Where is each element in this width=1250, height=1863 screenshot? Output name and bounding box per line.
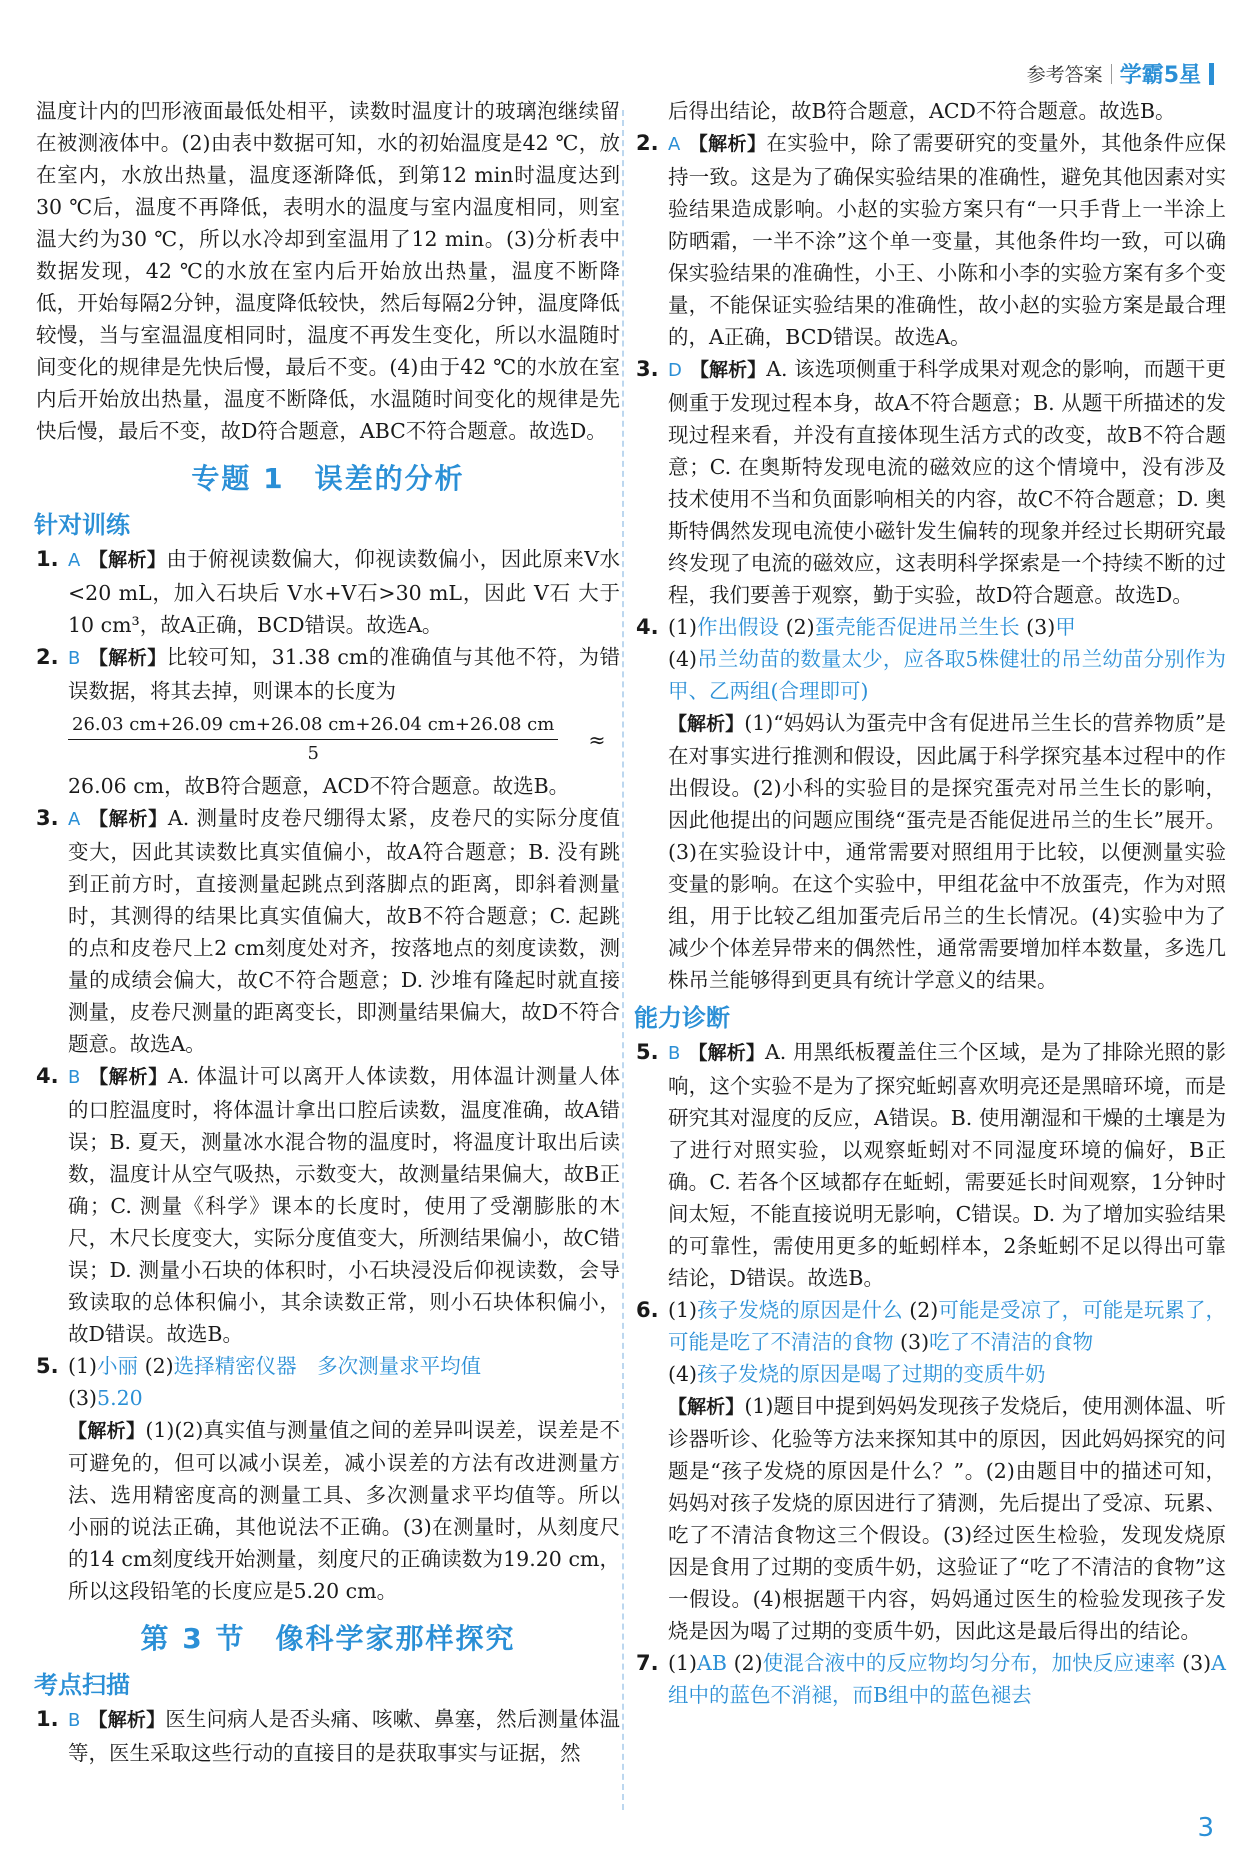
analysis-tag: 【解析】 xyxy=(88,549,167,571)
sub-answer: 吃了不清洁的食物 xyxy=(929,1330,1094,1354)
answer-letter: A xyxy=(68,809,81,830)
question-number: 3. xyxy=(36,806,59,830)
formula-numerator: 26.03 cm+26.09 cm+26.08 cm+26.04 cm+26.08 cm xyxy=(68,711,558,740)
answer-letter: D xyxy=(668,360,682,381)
continued-text: 后得出结论，故B符合题意，ACD不符合题意。故选B。 xyxy=(668,99,1176,123)
analysis-tag: 【解析】 xyxy=(88,808,168,830)
analysis-text: A. 该选项侧重于科学成果对观念的影响，而题干更侧重于发现过程本身，故A不符合题意；B. 从题干所描述的发现过程来看，并没有直接体现生活方式的改变，故B不符合题意；C. 在奥斯特发现电流的磁效应的这个情境中，没有涉及技术使用不当和负面影响相关的内容，故C不符合题意；D. 奥斯特偶然发现电流使小磁针发生偏转的现象并经过长期研究最终发现了电流的磁效应，这表明科学探索是一个持续不断的过程，我们要善于观察，勤于实验，故D符合题意。故选D。 xyxy=(668,357,1226,607)
average-formula xyxy=(68,711,620,768)
section-title-errors: 专题 1 误差的分析 xyxy=(191,462,465,495)
analysis-tag: 【解析】 xyxy=(688,133,767,155)
analysis-tag: 【解析】 xyxy=(88,1066,168,1088)
column-divider xyxy=(622,110,624,1810)
sub-answer: 5.20 xyxy=(97,1386,143,1410)
subhead-diagnosis: 能力诊断 xyxy=(634,1004,730,1032)
header-separator xyxy=(1111,64,1112,84)
analysis-text: A. 体温计可以离开人体读数，用体温计测量人体的口腔温度时，将体温计拿出口腔后读数，温度准确，故A错误；B. 夏天，测量冰水混合物的温度时，将温度计取出后读数，温度计从空气吸热，示数变大，故测量结果偏大，故B正确；C. 测量《科学》课本的长度时，使用了受潮膨胀的木尺，木尺长度变大，实际分度值变大，所测结果偏小，故C错误；D. 测量小石块的体积时，小石块浸没后仰视读数，会导致读取的总体积偏小，其余读数正常，则小石块体积偏小，故D错误。故选B。 xyxy=(68,1064,620,1346)
question-number: 4. xyxy=(36,1064,59,1088)
approx-sign: ≈ xyxy=(588,727,606,752)
question-number: 5. xyxy=(36,1354,59,1378)
sub-answer-index: (2) xyxy=(733,1651,763,1675)
question-item xyxy=(636,1647,1226,1711)
question-item xyxy=(636,127,1226,353)
question-number: 2. xyxy=(36,645,59,669)
analysis-text: 比较可知，31.38 cm的准确值与其他不符，为错误数据，将其去掉，则课本的长度为 xyxy=(68,645,620,703)
sub-answer-index: (1) xyxy=(668,1651,698,1675)
header-label: 参考答案 xyxy=(1026,64,1103,86)
formula-denominator: 5 xyxy=(307,743,319,764)
left-column xyxy=(36,95,620,1769)
sub-answer-index: (3) xyxy=(68,1386,98,1410)
sub-answer: 甲 xyxy=(1055,615,1076,639)
question-item xyxy=(636,611,1226,996)
analysis-text: 医生问病人是否头痛、咳嗽、鼻塞，然后测量体温等，医生采取这些行动的直接目的是获取事实与证据，然 xyxy=(68,1707,620,1765)
question-number: 1. xyxy=(36,1707,59,1731)
sub-answer-index: (1) xyxy=(668,615,698,639)
answer-letter: B xyxy=(668,1043,681,1064)
sub-answer-index: (2) xyxy=(909,1298,939,1322)
right-column xyxy=(636,95,1226,1711)
answer-letter: B xyxy=(68,1710,81,1731)
sub-answer: 小丽 xyxy=(97,1354,139,1378)
question-item xyxy=(36,641,620,770)
subhead-scan: 考点扫描 xyxy=(34,1671,130,1699)
analysis-text: A. 测量时皮卷尺绷得太紧，皮卷尺的实际分度值变大，因此其读数比真实值偏小，故A符合题意；B. 没有跳到正前方时，直接测量起跳点到落脚点的距离，即斜着测量时，其测得的结果比真实值偏大，故B不符合题意；C. 起跳的点和皮卷尺上2 cm刻度处对齐，按落地点的刻度读数，测量的成绩会偏大，故C不符合题意；D. 沙堆有隆起时就直接测量，皮卷尺测量的距离变长，即测量结果偏大，故D不符合题意。故选A。 xyxy=(68,806,620,1056)
question-number: 2. xyxy=(636,131,659,155)
sub-answer-index: (2) xyxy=(785,615,815,639)
question-number: 5. xyxy=(636,1040,659,1064)
question-item xyxy=(36,1060,620,1350)
question-item xyxy=(36,1703,620,1769)
sub-answer: 选择精密仪器 多次测量求平均值 xyxy=(173,1354,482,1378)
subhead-training: 针对训练 xyxy=(34,511,130,539)
question-number: 6. xyxy=(636,1298,659,1322)
analysis-text: (1)题目中提到妈妈发现孩子发烧后，使用测体温、听诊器听诊、化验等方法来探知其中的原因，因此妈妈探究的问题是“孩子发烧的原因是什么？”。(2)由题目中的描述可知，妈妈对孩子发烧的原因进行了猜测，先后提出了受凉、玩累、吃了不清洁食物这三个假设。(3)经过医生检验，发现发烧原因是食用了过期的变质牛奶，这验证了“吃了不清洁的食物”这一假设。(4)根据题干内容，妈妈通过医生的检验发现孩子发烧是因为喝了过期的变质牛奶，因此这是最后得出的结论。 xyxy=(668,1394,1226,1643)
sub-answer-index: (3) xyxy=(900,1330,930,1354)
sub-answer: 使混合液中的反应物均匀分布，加快反应速率 xyxy=(762,1651,1176,1675)
brand-logo: 学霸5星 xyxy=(1119,63,1201,88)
question-item xyxy=(636,353,1226,611)
page-number: 3 xyxy=(1197,1813,1214,1843)
answer-letter: B xyxy=(68,1067,81,1088)
sub-answer: A组中的蓝色不消褪，而B组中的蓝色褪去 xyxy=(668,1651,1226,1707)
question-item xyxy=(636,1294,1226,1647)
analysis-tag: 【解析】 xyxy=(668,1396,745,1418)
sub-answer-index: (4) xyxy=(668,1362,698,1386)
sub-answer: 可能是受凉了，可能是玩累了，可能是吃了不清洁的食物 xyxy=(668,1298,1227,1354)
sub-answer-index: (1) xyxy=(68,1354,98,1378)
analysis-tag: 【解析】 xyxy=(688,1042,765,1064)
section-title-inquiry: 第 3 节 像科学家那样探究 xyxy=(140,1622,516,1655)
answer-letter: B xyxy=(68,648,81,669)
answer-letter: A xyxy=(668,134,681,155)
question-item xyxy=(36,1350,620,1607)
question-number: 1. xyxy=(36,547,59,571)
question-item xyxy=(36,802,620,1060)
sub-answer-index: (3) xyxy=(1026,615,1056,639)
sub-answer: 孩子发烧的原因是喝了过期的变质牛奶 xyxy=(697,1362,1046,1386)
sub-answer: 作出假设 xyxy=(697,615,780,639)
analysis-tag: 【解析】 xyxy=(68,1420,146,1442)
sub-answer: 孩子发烧的原因是什么 xyxy=(697,1298,903,1322)
sub-answer-index: (3) xyxy=(1182,1651,1212,1675)
question-item xyxy=(636,1036,1226,1294)
intro-paragraph: 温度计内的凹形液面最低处相平，读数时温度计的玻璃泡继续留在被测液体中。(2)由表中数据可知，水的初始温度是42 ℃，放在室内，水放出热量，温度逐渐降低，到第12 min时温度达到30 ℃后，温度不再降低，表明水的温度与室内温度相同，则室温大约为30 ℃，所以水冷却到室温用了12 min。(3)分析表中数据发现，42 ℃的水放在室内后开始放出热量，温度不断降低，开始每隔2分钟，温度降低较快，然后每隔2分钟，温度降低较慢，当与室温温度相同时，温度不再发生变化，所以水温随时间变化的规律是先快后慢，最后不变。(4)由于42 ℃的水放在室内后开始放出热量，温度不断降低，水温随时间变化的规律是先快后慢，最后不变，故D符合题意，ABC不符合题意。故选D。 xyxy=(36,99,620,443)
analysis-tag: 【解析】 xyxy=(689,359,767,381)
sub-answer: 吊兰幼苗的数量太少，应各取5株健壮的吊兰幼苗分别作为甲、乙两组(合理即可) xyxy=(668,647,1226,703)
analysis-tag: 【解析】 xyxy=(88,647,167,669)
sub-answer-index: (4) xyxy=(668,647,698,671)
page-header xyxy=(1027,58,1214,89)
question-item xyxy=(36,543,620,641)
flag-icon xyxy=(1209,63,1214,85)
question-number: 4. xyxy=(636,615,659,639)
analysis-text: 在实验中，除了需要研究的变量外，其他条件应保持一致。这是为了确保实验结果的准确性，避免其他因素对实验结果造成影响。小赵的实验方案只有“一只手背上一半涂上防晒霜，一半不涂”这个单一变量，其他条件均一致，可以确保实验结果的准确性，小王、小陈和小李的实验方案有多个变量，不能保证实验结果的准确性，故小赵的实验方案是最合理的，A正确，BCD错误。故选A。 xyxy=(668,131,1226,349)
analysis-tag: 【解析】 xyxy=(88,1709,166,1731)
sub-answer: 蛋壳能否促进吊兰生长 xyxy=(814,615,1020,639)
analysis-text: (1)“妈妈认为蛋壳中含有促进吊兰生长的营养物质”是在对事实进行推测和假设，因此属于科学探究基本过程中的作出假设。(2)小科的实验目的是探究蛋壳对吊兰生长的影响，因此他提出的问题应围绕“蛋壳是否能促进吊兰的生长”展开。(3)在实验设计中，通常需要对照组用于比较，以便测量实验变量的影响。在这个实验中，甲组花盆中不放蛋壳，作为对照组，用于比较乙组加蛋壳后吊兰的生长情况。(4)实验中为了减少个体差异带来的偶然性，通常需要增加样本数量，多选几株吊兰能够得到更具有统计学意义的结果。 xyxy=(668,711,1226,992)
analysis-text: 由于俯视读数偏大，仰视读数偏小，因此原来V水<20 mL，加入石块后 V水+V石>30 mL，因此 V石 大于10 cm³，故A正确，BCD错误。故选A。 xyxy=(68,547,620,637)
sub-answer-index: (1) xyxy=(668,1298,698,1322)
question-number: 3. xyxy=(636,357,659,381)
answer-letter: A xyxy=(68,550,81,571)
analysis-text-continued: 26.06 cm，故B符合题意，ACD不符合题意。故选B。 xyxy=(68,774,570,798)
question-number: 7. xyxy=(636,1651,659,1675)
sub-answer: AB xyxy=(697,1651,727,1675)
sub-answer-index: (2) xyxy=(144,1354,174,1378)
analysis-tag: 【解析】 xyxy=(668,713,745,735)
analysis-text: A. 用黑纸板覆盖住三个区域，是为了排除光照的影响，这个实验不是为了探究蚯蚓喜欢明亮还是黑暗环境，而是研究其对湿度的反应，A错误。B. 使用潮湿和干燥的土壤是为了进行对照实验，以观察蚯蚓对不同湿度环境的偏好，B正确。C. 若各个区域都存在蚯蚓，需要延长时间观察，1分钟时间太短，不能直接说明无影响，C错误。D. 为了增加实验结果的可靠性，需使用更多的蚯蚓样本，2条蚯蚓不足以得出可靠结论，D错误。故选B。 xyxy=(668,1040,1226,1290)
analysis-text: (1)(2)真实值与测量值之间的差异叫误差，误差是不可避免的，但可以减小误差，减小误差的方法有改进测量方法、选用精密度高的测量工具、多次测量求平均值等。所以小丽的说法正确，其他说法不正确。(3)在测量时，从刻度尺的14 cm刻度线开始测量，刻度尺的正确读数为19.20 cm，所以这段铅笔的长度应是5.20 cm。 xyxy=(68,1418,620,1603)
